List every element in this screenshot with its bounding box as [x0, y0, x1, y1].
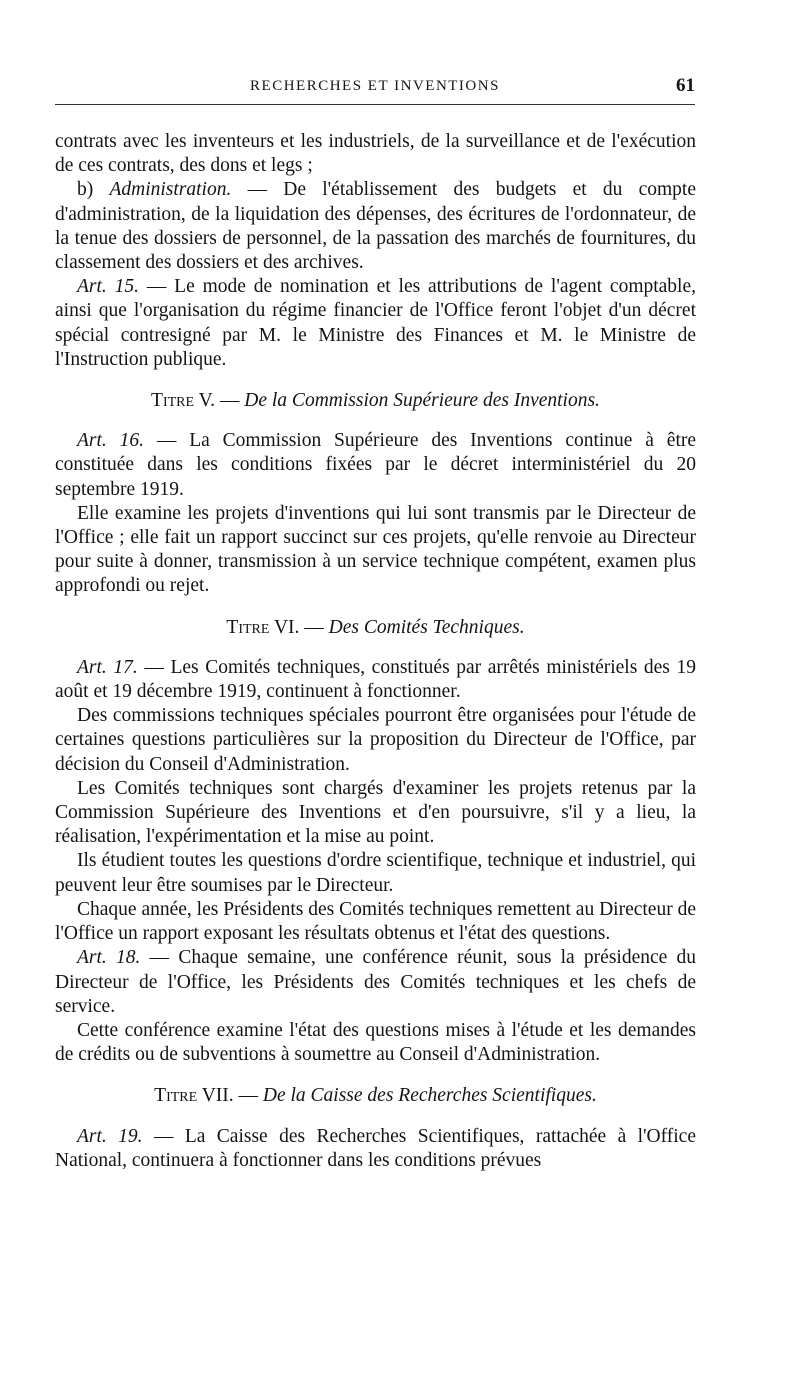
paragraph-contrats	[55, 130, 696, 178]
page-header	[55, 75, 695, 100]
titre-name: De la Caisse des Recherches Scientifiques.	[262, 1085, 597, 1107]
titre-6-heading	[55, 616, 696, 640]
titre-dash: —	[304, 616, 324, 638]
header-rule	[55, 104, 695, 105]
titre-label: Titre VI.	[226, 616, 300, 638]
paragraph-text: — De l'établissement des budgets et du compte d'administration, de la liquidation des dépenses, des écritures de l'ordonnateur, de la tenue des dossiers de personnel, de la passation des marchés de fournitures, du classement des dossiers et des archives.	[55, 179, 697, 274]
paragraph-elle-examine	[55, 502, 696, 599]
paragraph-text: Cette conférence examine l'état des questions mises à l'étude et les demandes de crédits ou de subventions à soumettre au Conseil d'Administration.	[55, 1019, 696, 1066]
body-text	[55, 130, 696, 1173]
titre-label: Titre V.	[151, 390, 216, 412]
article-16	[55, 429, 696, 502]
paragraph-les-comites	[55, 777, 696, 850]
article-text: — La Caisse des Recherches Scientifiques, rattachée à l'Office National, continuera à fonctionner dans les conditions prévues	[55, 1125, 696, 1171]
titre-5-heading	[55, 389, 696, 413]
titre-dash: —	[238, 1085, 259, 1107]
article-label: Art. 19.	[77, 1125, 143, 1147]
article-18	[55, 946, 696, 1019]
paragraph-text: Chaque année, les Présidents des Comités techniques remettent au Directeur de l'Office un rapport exposant les résultats obtenus et l'état des questions.	[55, 898, 696, 945]
paragraph-text: Les Comités techniques sont chargés d'examiner les projets retenus par la Commission Supérieure des Inventions et d'en poursuivre, s'il y a lieu, la réalisation, l'expérimentation et la mise au point.	[55, 777, 696, 848]
paragraph-text: contrats avec les inventeurs et les industriels, de la surveillance et de l'exécution de ces contrats, des dons et legs ;	[55, 131, 696, 177]
titre-label: Titre VII.	[154, 1085, 234, 1107]
paragraph-text: Des commissions techniques spéciales pourront être organisées pour l'étude de certaines questions particulières sur la proposition du Directeur de l'Office, par décision du Conseil d'Administration.	[55, 705, 696, 775]
article-15	[55, 275, 696, 372]
article-label: Art. 18.	[77, 947, 141, 969]
titre-7-heading	[55, 1084, 696, 1108]
paragraph-text: Elle examine les projets d'inventions qui lui sont transmis par le Directeur de l'Office ; elle fait un rapport succinct sur ces projets, qu'elle renvoie au Directeur pour suite à donner, transmission à un service technique compétent, examen plus approfondi ou rejet.	[55, 502, 696, 597]
item-heading: Administration.	[109, 179, 232, 201]
item-label: b)	[77, 179, 94, 201]
article-text: — Le mode de nomination et les attributions de l'agent comptable, ainsi que l'organisation du régime financier de l'Office feront l'objet d'un décret spécial contresigné par M. le Ministre des Finances et M. le Ministre de l'Instruction publique.	[55, 276, 697, 370]
running-title: RECHERCHES ET INVENTIONS	[250, 78, 500, 94]
paragraph-des-commissions	[55, 704, 696, 777]
article-text: — Chaque semaine, une conférence réunit, sous la présidence du Directeur de l'Office, les Présidents des Comités techniques et les chefs de service.	[55, 947, 697, 1017]
page-number: 61	[676, 75, 695, 96]
article-17	[55, 656, 696, 704]
paragraph-text: Ils étudient toutes les questions d'ordre scientifique, technique et industriel, qui peuvent leur être soumises par le Directeur.	[55, 850, 696, 896]
paragraph-ils-etudient	[55, 849, 696, 897]
titre-name: De la Commission Supérieure des Inventions.	[244, 390, 600, 412]
article-text: — Les Comités techniques, constitués par arrêtés ministériels des 19 août et 19 décembre 1919, continuent à fonctionner.	[55, 656, 696, 703]
titre-name: Des Comités Techniques.	[328, 616, 525, 638]
paragraph-administration	[55, 178, 696, 275]
article-label: Art. 17.	[77, 656, 138, 678]
article-text: — La Commission Supérieure des Inventions continue à être constituée dans les conditions fixées par le décret interministériel du 20 septembre 1919.	[55, 430, 697, 500]
titre-dash: —	[219, 390, 240, 412]
paragraph-cette-conference	[55, 1019, 696, 1067]
paragraph-chaque-annee	[55, 898, 696, 946]
article-label: Art. 16.	[77, 430, 145, 452]
article-label: Art. 15.	[77, 276, 139, 298]
article-19	[55, 1125, 696, 1173]
